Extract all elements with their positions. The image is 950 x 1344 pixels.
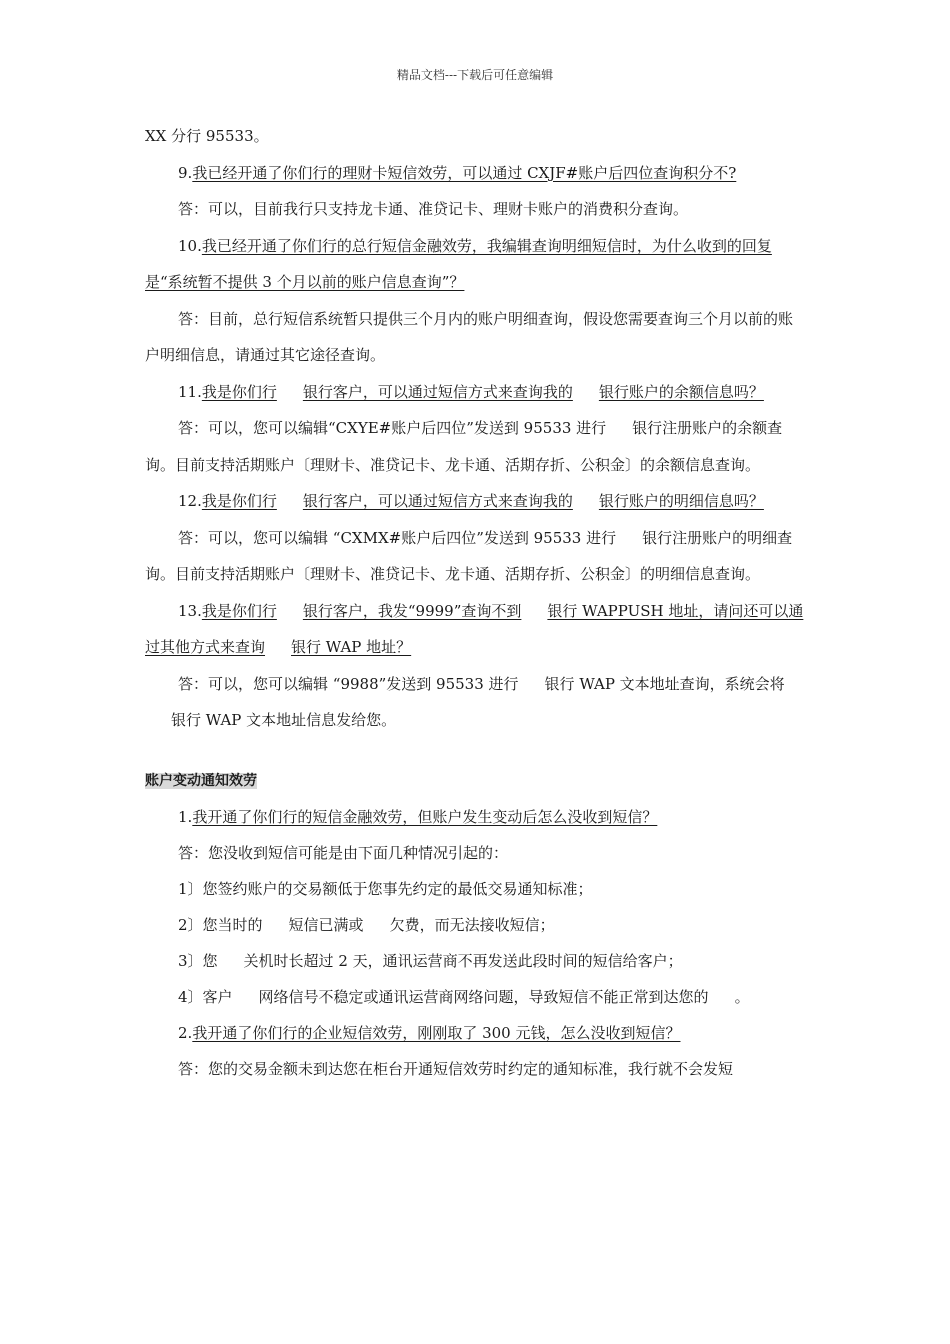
- reason-item-3: 3〕您 关机时长超过 2 天，通讯运营商不再发送此段时间的短信给客户；: [178, 952, 683, 970]
- answer-11: 答：可以，您可以编辑“CXYE#账户后四位”发送到 95533 进行 银行注册账户的余额查询。目前支持活期账户〔理财卡、准贷记卡、龙卡通、活期存折、公积金〕的余额信息查询。: [145, 419, 783, 474]
- document-body: [145, 118, 807, 1087]
- section-title: 账户变动通知效劳: [145, 772, 257, 789]
- question-text: 我是你们行 银行客户，可以通过短信方式来查询我的 银行账户的明细信息吗？: [201, 492, 764, 510]
- question-text: 我开通了你们行的短信金融效劳，但账户发生变动后怎么没收到短信？: [192, 808, 658, 826]
- section-answer-2: 答：您的交易金额未到达您在柜台开通短信效劳时约定的通知标准，我行就不会发短: [178, 1060, 734, 1078]
- question-text: 我已经开通了你们行的理财卡短信效劳，可以通过 CXJF#账户后四位查询积分不?: [192, 163, 737, 182]
- question-number: 1.: [178, 808, 193, 826]
- question-12: [145, 483, 807, 520]
- reason-item-4: 4〕客户 网络信号不稳定或通讯运营商网络问题，导致短信不能正常到达您的 。: [178, 988, 750, 1006]
- question-number: 10.: [178, 236, 202, 255]
- top-line: XX 分行 95533。: [145, 127, 269, 145]
- question-number: 12.: [178, 492, 202, 510]
- question-text: 我开通了你们行的企业短信效劳，刚刚取了 300 元钱，怎么没收到短信？: [192, 1024, 681, 1042]
- section-list: [145, 799, 807, 1087]
- question-number: 2.: [178, 1024, 193, 1042]
- question-text: 我是你们行 银行客户，我发“9999”查询不到 银行 WAPPUSH 地址，请问还可以通过其他方式来查询 银行 WAP 地址？: [145, 601, 804, 656]
- question-number: 11.: [178, 382, 202, 401]
- reason-item-1: 1〕您签约账户的交易额低于您事先约定的最低交易通知标准；: [178, 880, 593, 898]
- question-11: [145, 374, 807, 411]
- page-header: 精品文档---下载后可任意编辑: [396, 68, 554, 82]
- question-number: 13.: [178, 601, 202, 620]
- section-question-1: [145, 799, 807, 835]
- question-text: 我是你们行 银行客户，可以通过短信方式来查询我的 银行账户的余额信息吗？: [201, 382, 764, 401]
- question-9: [145, 155, 807, 192]
- section-answer-1: 答：您没收到短信可能是由下面几种情况引起的：: [178, 844, 509, 862]
- answer-10: 答：目前，总行短信系统暂只提供三个月内的账户明细查询，假设您需要查询三个月以前的账户明细信息，请通过其它途径查询。: [145, 309, 794, 364]
- reason-item-2: 2〕您当时的 短信已满或 欠费，而无法接收短信；: [178, 916, 555, 934]
- answer-9: 答：可以，目前我行只支持龙卡通、准贷记卡、理财卡账户的消费积分查询。: [178, 200, 689, 218]
- question-13: [145, 593, 807, 666]
- section-question-2: [145, 1015, 807, 1051]
- question-10: [145, 228, 807, 301]
- answer-13: 答：可以，您可以编辑 “9988”发送到 95533 进行 银行 WAP 文本地址查询，系统会将银行 WAP 文本地址信息发给您。: [171, 674, 785, 729]
- question-text: 我已经开通了你们行的总行短信金融效劳，我编辑查询明细短信时，为什么收到的回复是“系统暂不提供 3 个月以前的账户信息查询”？: [145, 236, 772, 291]
- question-number: 9.: [178, 163, 193, 182]
- answer-12: 答：可以，您可以编辑 “CXMX#账户后四位”发送到 95533 进行 银行注册账户的明细查询。目前支持活期账户〔理财卡、准贷记卡、龙卡通、活期存折、公积金〕的明细信息查询。: [145, 528, 793, 583]
